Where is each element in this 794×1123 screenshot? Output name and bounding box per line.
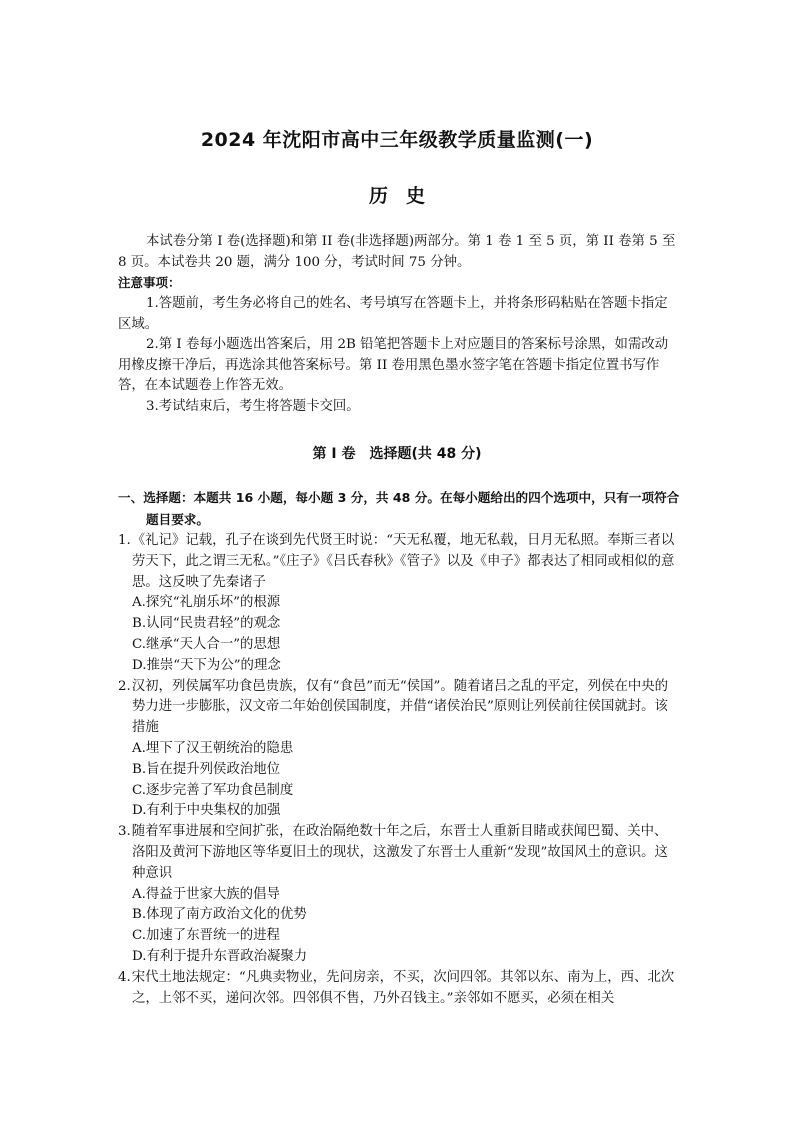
notice-list <box>118 294 680 418</box>
question-stem <box>118 531 680 593</box>
option-b: B.旨在提升列侯政治地位 <box>132 761 281 777</box>
option-b: B.体现了南方政治文化的优势 <box>132 907 307 923</box>
subject-title: 历史 <box>368 185 443 207</box>
question-2 <box>118 677 680 823</box>
section-instruction: 一、选择题：本题共 16 小题，每小题 3 分，共 48 分。在每小题给出的四个选项中，只有一项符合题目要求。 <box>118 490 680 527</box>
option-d: D.有利于中央集权的加强 <box>132 803 281 819</box>
question-text: 《礼记》记载，孔子在谈到先代贤王时说：“天无私覆，地无私载，日月无私照。奉斯三者以劳天下，此之谓三无私。”《庄子》《吕氏春秋》《管子》以及《申子》都表达了相同或相似的意思。这反映了先秦诸子 <box>131 533 675 590</box>
question-3 <box>118 822 680 968</box>
option-a: A.探究“礼崩乐坏”的根源 <box>132 595 281 611</box>
notice-heading: 注意事项： <box>118 275 181 290</box>
notice-item: 1.答题前，考生务必将自己的姓名、考号填写在答题卡上，并将条形码粘贴在答题卡指定区域。 <box>118 296 668 332</box>
question-number: 4. <box>118 969 131 985</box>
intro-paragraph: 本试卷分第 I 卷(选择题)和第 II 卷(非选择题)两部分。第 1 卷 1 至 5 页，第 II 卷第 5 至 8 页。本试卷共 20 题，满分 100 分，考试时间 75 分钟。 <box>118 234 676 270</box>
option-d: D.有利于提升东晋政治凝聚力 <box>132 948 308 964</box>
option-c: C.加速了东晋统一的进程 <box>132 928 280 944</box>
option-a: A.得益于世家大族的倡导 <box>132 886 280 902</box>
question-number: 3. <box>118 824 131 840</box>
option-list <box>118 593 680 676</box>
question-list <box>118 531 680 1009</box>
question-text: 宋代土地法规定：“凡典卖物业，先问房亲，不买，次问四邻。其邻以东、南为上，西、北次之，上邻不买，递问次邻。四邻俱不售，乃外召钱主。”亲邻如不愿买，必须在相关 <box>131 969 675 1006</box>
exam-title: 2024 年沈阳市高中三年级教学质量监测(一) <box>200 129 594 151</box>
option-c: C.继承“天人合一”的思想 <box>132 636 281 652</box>
notice-item: 2.第 I 卷每小题选出答案后，用 2B 铅笔把答题卡上对应题目的答案标号涂黑，如需改动用橡皮擦干净后，再选涂其他答案标号。第 II 卷用黑色墨水签字笔在答题卡指定位置书写作答，在本试题卷上作答无效。 <box>118 337 669 394</box>
notice-item: 3.考试结束后，考生将答题卡交回。 <box>146 398 360 414</box>
section-title: 第 I 卷 选择题(共 48 分) <box>312 446 482 462</box>
option-list <box>118 885 680 968</box>
question-text: 汉初，列侯属军功食邑贵族，仅有“食邑”而无“侯国”。随着诸吕之乱的平定，列侯在中央的势力进一步膨胀，汉文帝二年始创侯国制度，并借“诸侯治民”原则让列侯前往侯国就封。该措施 <box>131 678 669 736</box>
question-stem <box>118 677 680 739</box>
question-stem <box>118 822 680 884</box>
question-stem <box>118 968 680 1010</box>
question-number: 2. <box>118 678 131 694</box>
question-text: 随着军事进展和空间扩张，在政治隔绝数十年之后，东晋士人重新目睹或获闻巴蜀、关中、洛阳及黄河下游地区等华夏旧土的现状，这激发了东晋士人重新“发现”故国风土的意识。这种意识 <box>131 824 668 881</box>
option-a: A.埋下了汉王朝统治的隐患 <box>132 740 294 756</box>
option-c: C.逐步完善了军功食邑制度 <box>132 782 294 798</box>
option-list <box>118 739 680 822</box>
option-b: B.认同“民贵君轻”的观念 <box>132 616 281 632</box>
question-number: 1. <box>118 533 131 548</box>
option-d: D.推崇“天下为公”的理念 <box>132 657 281 673</box>
question-4 <box>118 968 680 1010</box>
question-1 <box>118 531 680 677</box>
